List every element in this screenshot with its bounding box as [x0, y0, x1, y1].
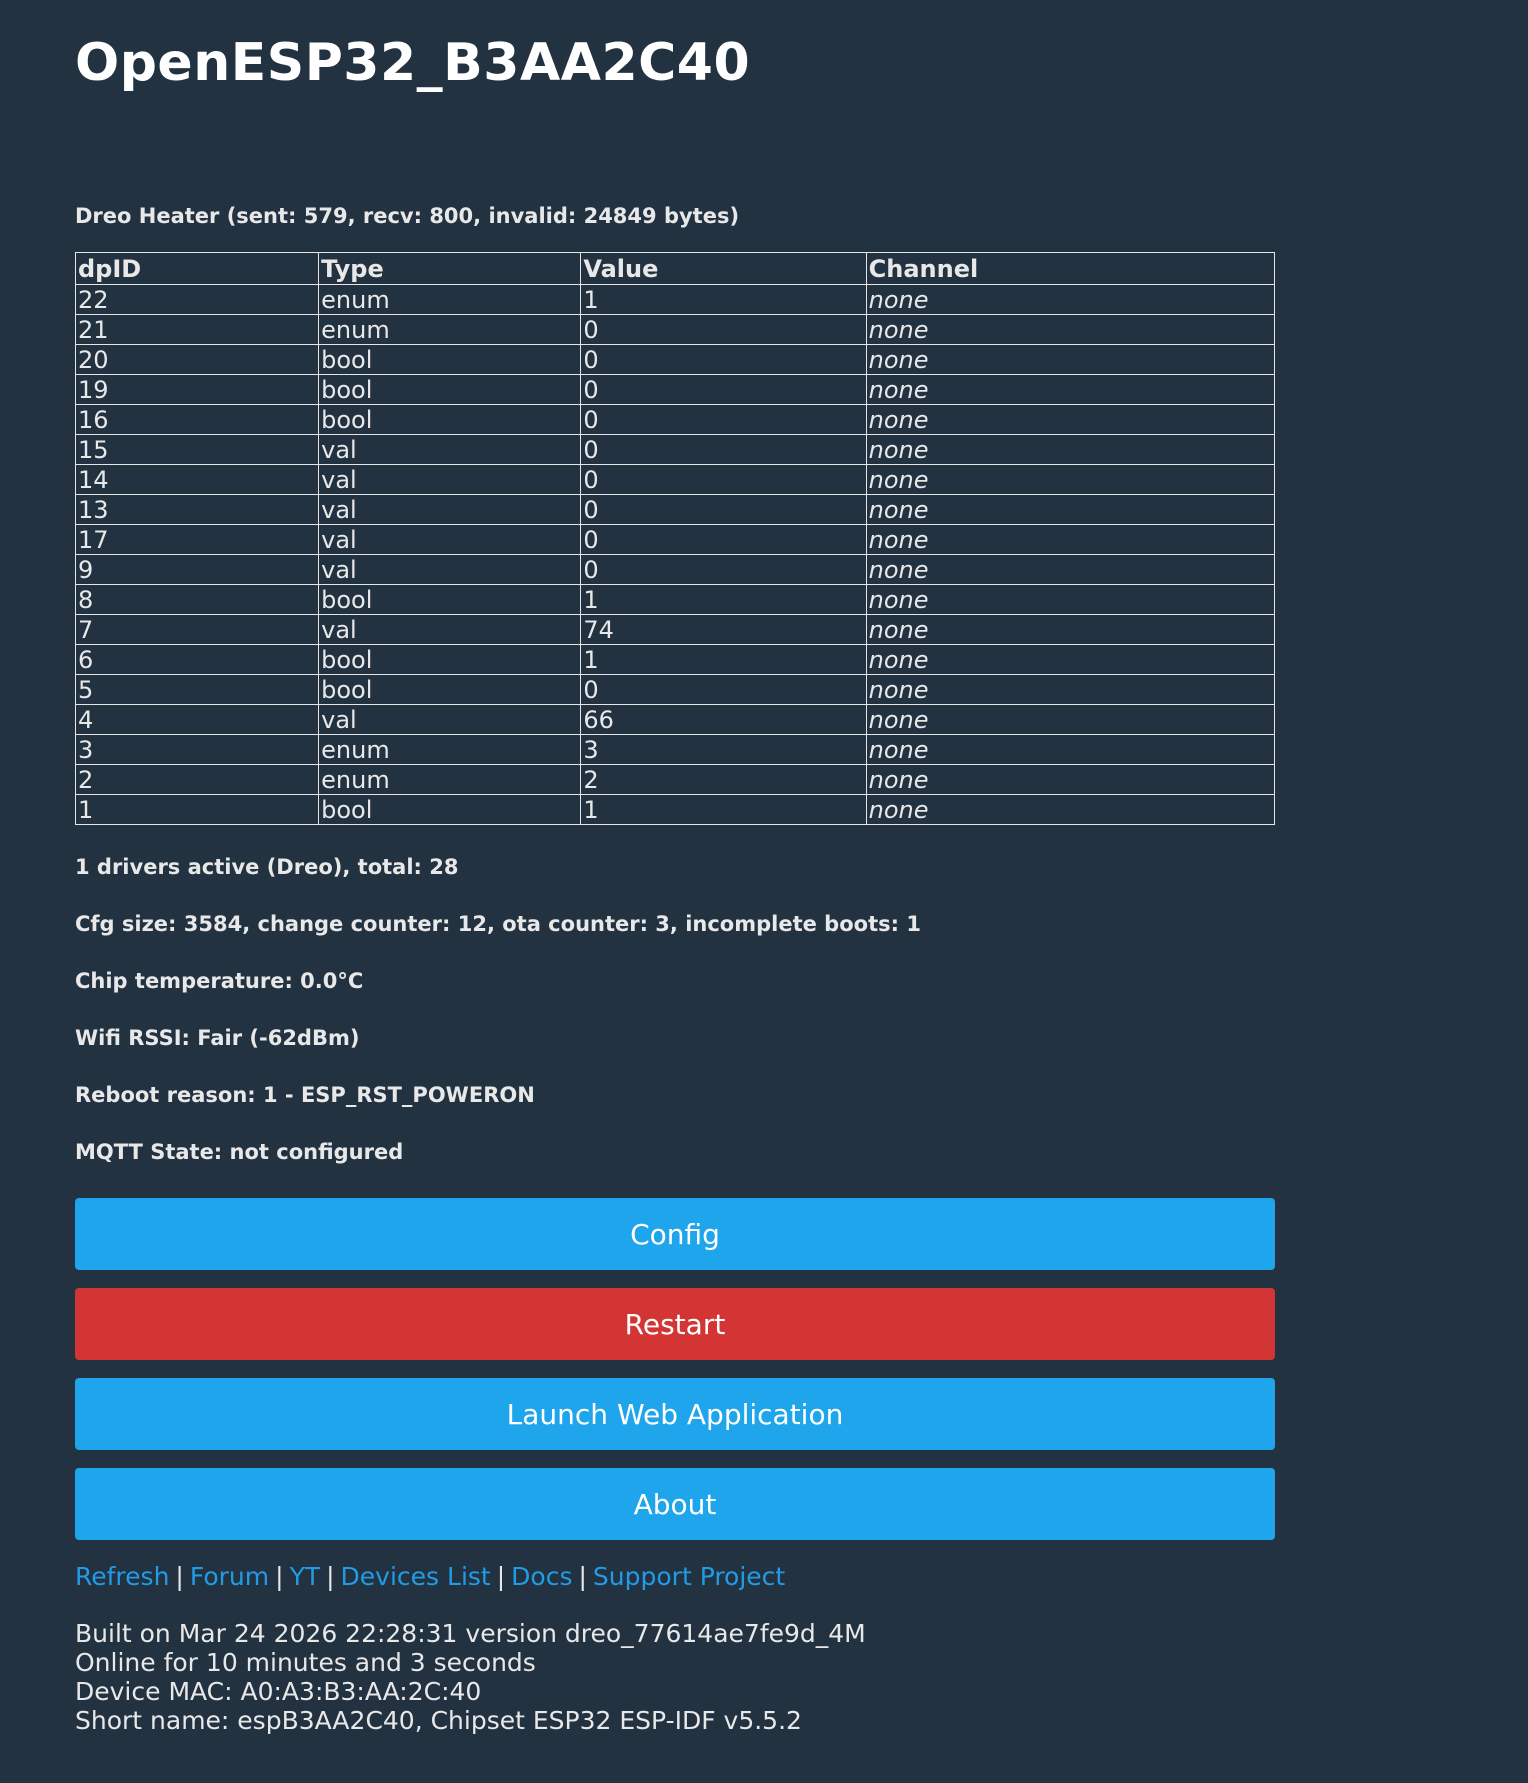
short-name-line: Short name: espB3AA2C40, Chipset ESP32 ESP-IDF v5.5.2 — [75, 1706, 802, 1735]
refresh-link[interactable]: Refresh — [75, 1562, 170, 1591]
cell-type: val — [319, 435, 581, 465]
cell-type: enum — [319, 315, 581, 345]
cell-type: val — [319, 495, 581, 525]
cell-dpid: 6 — [76, 645, 319, 675]
restart-button[interactable]: Restart — [75, 1288, 1275, 1360]
cell-channel: none — [866, 435, 1274, 465]
cell-value: 0 — [581, 495, 866, 525]
cell-type: bool — [319, 795, 581, 825]
cell-value: 1 — [581, 645, 866, 675]
cell-dpid: 15 — [76, 435, 319, 465]
cell-type: val — [319, 525, 581, 555]
cell-channel: none — [866, 765, 1274, 795]
dp-table — [75, 252, 1275, 825]
table-row — [76, 435, 1275, 465]
cell-dpid: 20 — [76, 345, 319, 375]
cell-channel: none — [866, 405, 1274, 435]
drivers-status: 1 drivers active (Dreo), total: 28 — [75, 855, 459, 879]
cell-value: 0 — [581, 375, 866, 405]
cell-channel: none — [866, 675, 1274, 705]
table-row — [76, 645, 1275, 675]
mac-line: Device MAC: A0:A3:B3:AA:2C:40 — [75, 1677, 482, 1706]
cell-channel: none — [866, 375, 1274, 405]
table-row — [76, 285, 1275, 315]
chip-temperature: Chip temperature: 0.0°C — [75, 969, 364, 993]
config-button[interactable]: Config — [75, 1198, 1275, 1270]
cell-value: 1 — [581, 795, 866, 825]
link-separator: | — [275, 1562, 284, 1591]
cell-value: 66 — [581, 705, 866, 735]
header-dpid: dpID — [76, 253, 319, 285]
cell-channel: none — [866, 585, 1274, 615]
cell-channel: none — [866, 345, 1274, 375]
page-container — [75, 0, 1275, 1735]
header-channel: Channel — [866, 253, 1274, 285]
table-row — [76, 795, 1275, 825]
cell-dpid: 4 — [76, 705, 319, 735]
cell-value: 1 — [581, 285, 866, 315]
cell-value: 0 — [581, 555, 866, 585]
cell-type: val — [319, 465, 581, 495]
cell-value: 0 — [581, 405, 866, 435]
table-header-row — [76, 253, 1275, 285]
cell-type: enum — [319, 735, 581, 765]
cell-value: 0 — [581, 435, 866, 465]
cell-dpid: 3 — [76, 735, 319, 765]
cell-channel: none — [866, 735, 1274, 765]
cell-dpid: 7 — [76, 615, 319, 645]
cell-channel: none — [866, 795, 1274, 825]
heater-status: Dreo Heater (sent: 579, recv: 800, invalid: 24849 bytes) — [75, 204, 740, 228]
about-button[interactable]: About — [75, 1468, 1275, 1540]
table-row — [76, 315, 1275, 345]
cell-channel: none — [866, 285, 1274, 315]
link-separator: | — [496, 1562, 506, 1591]
build-info — [75, 1619, 1275, 1735]
cell-value: 0 — [581, 525, 866, 555]
built-line: Built on Mar 24 2026 22:28:31 version dreo_77614ae7fe9d_4M — [75, 1619, 866, 1648]
table-row — [76, 705, 1275, 735]
cell-dpid: 2 — [76, 765, 319, 795]
header-type: Type — [319, 253, 581, 285]
cell-value: 1 — [581, 585, 866, 615]
cell-dpid: 8 — [76, 585, 319, 615]
reboot-reason: Reboot reason: 1 - ESP_RST_POWERON — [75, 1083, 535, 1107]
table-row — [76, 615, 1275, 645]
table-row — [76, 465, 1275, 495]
cell-type: bool — [319, 405, 581, 435]
table-row — [76, 675, 1275, 705]
cell-value: 0 — [581, 675, 866, 705]
table-row — [76, 735, 1275, 765]
cell-channel: none — [866, 495, 1274, 525]
support-project-link[interactable]: Support Project — [592, 1562, 786, 1591]
cell-dpid: 16 — [76, 405, 319, 435]
cell-value: 0 — [581, 465, 866, 495]
cell-value: 0 — [581, 345, 866, 375]
cell-dpid: 19 — [76, 375, 319, 405]
cfg-status: Cfg size: 3584, change counter: 12, ota counter: 3, incomplete boots: 1 — [75, 912, 921, 936]
launch-web-app-button[interactable]: Launch Web Application — [75, 1378, 1275, 1450]
table-row — [76, 375, 1275, 405]
table-row — [76, 555, 1275, 585]
cell-type: bool — [319, 345, 581, 375]
cell-type: val — [319, 615, 581, 645]
cell-dpid: 21 — [76, 315, 319, 345]
cell-dpid: 22 — [76, 285, 319, 315]
cell-type: bool — [319, 585, 581, 615]
cell-dpid: 17 — [76, 525, 319, 555]
link-separator: | — [326, 1562, 335, 1591]
cell-channel: none — [866, 465, 1274, 495]
cell-channel: none — [866, 525, 1274, 555]
yt-link[interactable]: YT — [289, 1562, 321, 1591]
footer-links — [75, 1562, 1275, 1591]
link-separator: | — [578, 1562, 587, 1591]
wifi-rssi: Wifi RSSI: Fair (-62dBm) — [75, 1026, 360, 1050]
cell-dpid: 9 — [76, 555, 319, 585]
mqtt-state: MQTT State: not configured — [75, 1140, 404, 1164]
table-row — [76, 765, 1275, 795]
link-separator: | — [175, 1562, 184, 1591]
cell-dpid: 14 — [76, 465, 319, 495]
forum-link[interactable]: Forum — [189, 1562, 270, 1591]
cell-value: 3 — [581, 735, 866, 765]
table-row — [76, 585, 1275, 615]
cell-type: enum — [319, 765, 581, 795]
page-title: OpenESP32_B3AA2C40 — [75, 33, 751, 93]
table-row — [76, 405, 1275, 435]
docs-link[interactable]: Docs — [511, 1562, 573, 1591]
cell-channel: none — [866, 555, 1274, 585]
devices-list-link[interactable]: Devices List — [340, 1562, 491, 1591]
cell-channel: none — [866, 705, 1274, 735]
table-row — [76, 495, 1275, 525]
table-body — [76, 285, 1275, 825]
cell-channel: none — [866, 615, 1274, 645]
cell-value: 0 — [581, 315, 866, 345]
table-row — [76, 345, 1275, 375]
online-line: Online for 10 minutes and 3 seconds — [75, 1648, 536, 1677]
cell-type: val — [319, 555, 581, 585]
cell-value: 74 — [581, 615, 866, 645]
cell-channel: none — [866, 315, 1274, 345]
cell-type: bool — [319, 675, 581, 705]
cell-type: bool — [319, 645, 581, 675]
cell-type: bool — [319, 375, 581, 405]
cell-type: enum — [319, 285, 581, 315]
header-value: Value — [581, 253, 866, 285]
table-row — [76, 525, 1275, 555]
cell-channel: none — [866, 645, 1274, 675]
cell-dpid: 13 — [76, 495, 319, 525]
cell-dpid: 5 — [76, 675, 319, 705]
cell-dpid: 1 — [76, 795, 319, 825]
cell-value: 2 — [581, 765, 866, 795]
cell-type: val — [319, 705, 581, 735]
